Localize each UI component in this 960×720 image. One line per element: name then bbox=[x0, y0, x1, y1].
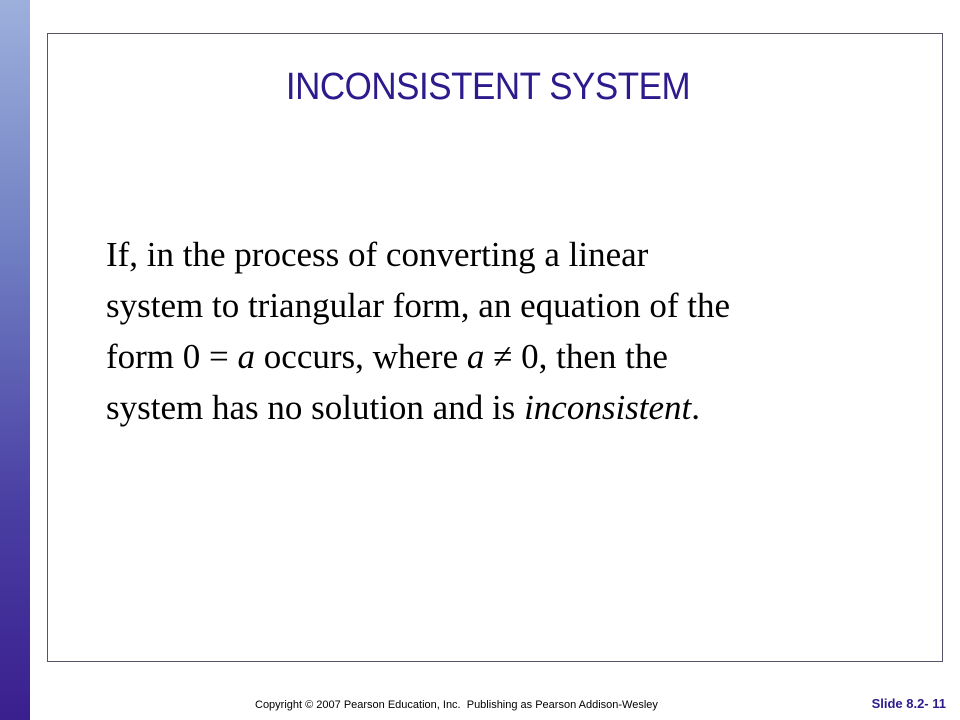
definition-line-3 bbox=[106, 331, 906, 382]
copyright-notice: Copyright © 2007 Pearson Education, Inc. Publishing as Pearson Addison-Wesley bbox=[255, 699, 658, 711]
definition-line-1: If, in the process of converting a linear bbox=[106, 235, 649, 274]
slide-number: Slide 8.2- 11 bbox=[871, 696, 946, 711]
variable-a: a bbox=[237, 337, 256, 376]
definition-line-4-text-b: . bbox=[691, 388, 701, 427]
definition-text bbox=[106, 229, 906, 433]
variable-a: a bbox=[466, 337, 485, 376]
definition-line-3-text-c: ≠ 0, then the bbox=[484, 337, 668, 376]
decorative-side-bar bbox=[0, 0, 30, 720]
definition-line-4-text-a: system has no solution and is bbox=[106, 388, 525, 427]
term-inconsistent: inconsistent bbox=[524, 388, 692, 427]
definition-line-3-text-a: form 0 = bbox=[106, 337, 238, 376]
definition-line-2: system to triangular form, an equation of the bbox=[106, 286, 731, 325]
slide-title: INCONSISTENT SYSTEM bbox=[285, 66, 691, 108]
definition-line-4 bbox=[106, 382, 906, 433]
definition-line-3-text-b: occurs, where bbox=[255, 337, 467, 376]
